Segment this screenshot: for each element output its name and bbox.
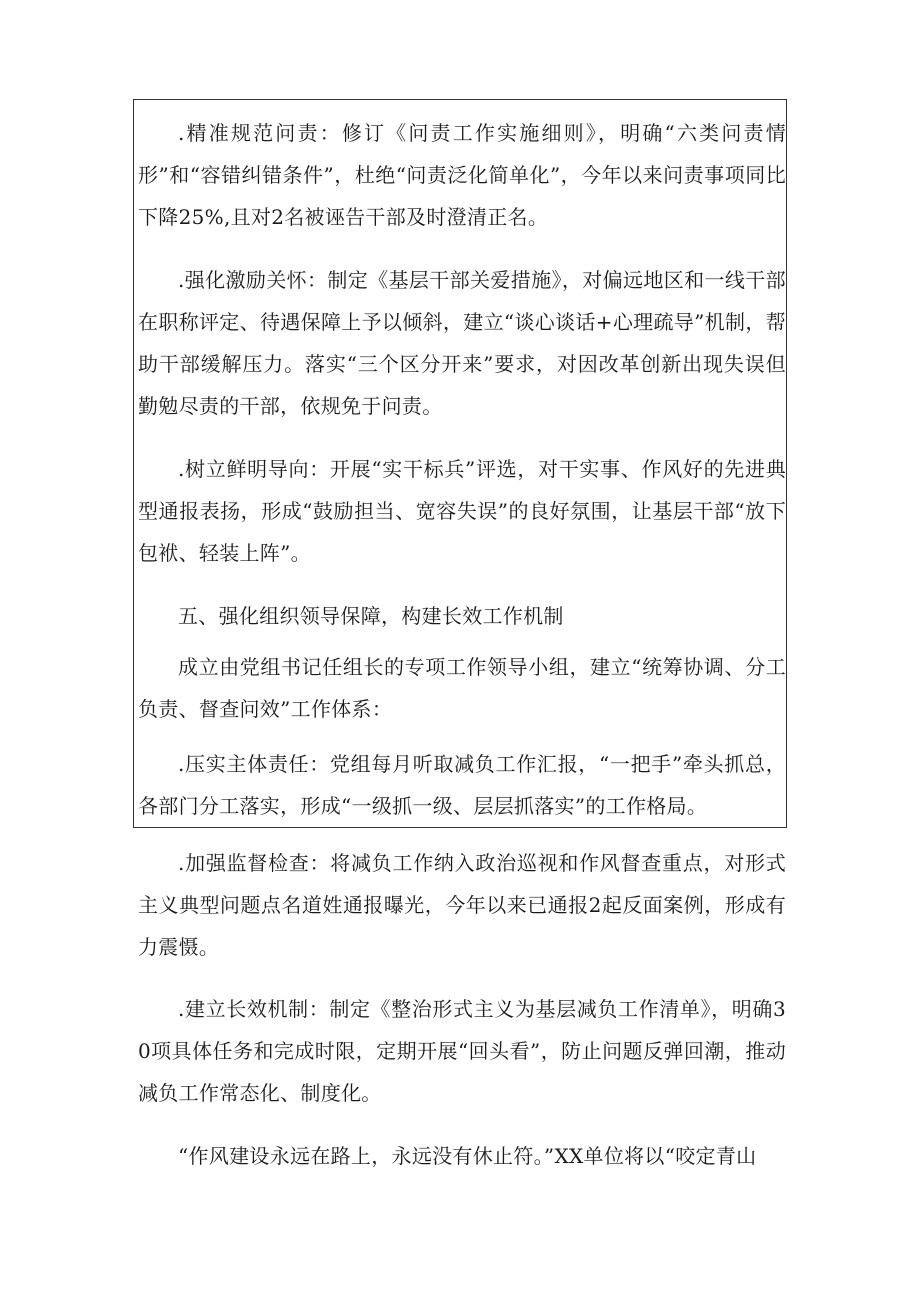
- section-heading-five: 五、强化组织领导保障，构建长效工作机制: [178, 604, 564, 628]
- paragraph-closing-quote: “作风建设永远在路上，永远没有休止符。”XX单位将以“咬定青山: [178, 1144, 757, 1168]
- paragraph-precise-accountability: .精准规范问责：修订《问责工作实施细则》，明确“六类问责情形”和“容错纠错条件”，杜绝“问责泛化简单化”，今年以来问责事项同比下降25%,且对2名被诬告干部及时澄清正名。: [138, 121, 786, 229]
- paragraph-leadership-group: 成立由党组书记任组长的专项工作领导小组，建立“统筹协调、分工负责、督查问效”工作体系：: [138, 655, 786, 721]
- paragraph-long-term-mechanism: .建立长效机制：制定《整治形式主义为基层减负工作清单》，明确30项具体任务和完成时限，定期开展“回头看”，防止问题反弹回潮，推动减负工作常态化、制度化。: [138, 997, 786, 1105]
- paragraph-main-responsibility: .压实主体责任：党组每月听取减负工作汇报，“一把手”牵头抓总，各部门分工落实，形成“一级抓一级、层层抓落实”的工作格局。: [138, 752, 786, 818]
- paragraph-incentive-care: .强化激励关怀：制定《基层干部关爱措施》，对偏远地区和一线干部在职称评定、待遇保障上予以倾斜，建立“谈心谈话+心理疏导”机制，帮助干部缓解压力。落实“三个区分开来”要求，对因改革创新出现失误但勤勉尽责的干部，依规免于问责。: [138, 268, 786, 418]
- paragraph-supervision-inspection: .加强监督检查：将减负工作纳入政治巡视和作风督查重点，对形式主义典型问题点名道姓通报曝光，今年以来已通报2起反面案例，形成有力震慑。: [138, 851, 786, 959]
- paragraph-clear-guidance: .树立鲜明导向：开展“实干标兵”评选，对干实事、作风好的先进典型通报表扬，形成“鼓励担当、宽容失误”的良好氛围，让基层干部“放下包袱、轻装上阵”。: [138, 457, 786, 565]
